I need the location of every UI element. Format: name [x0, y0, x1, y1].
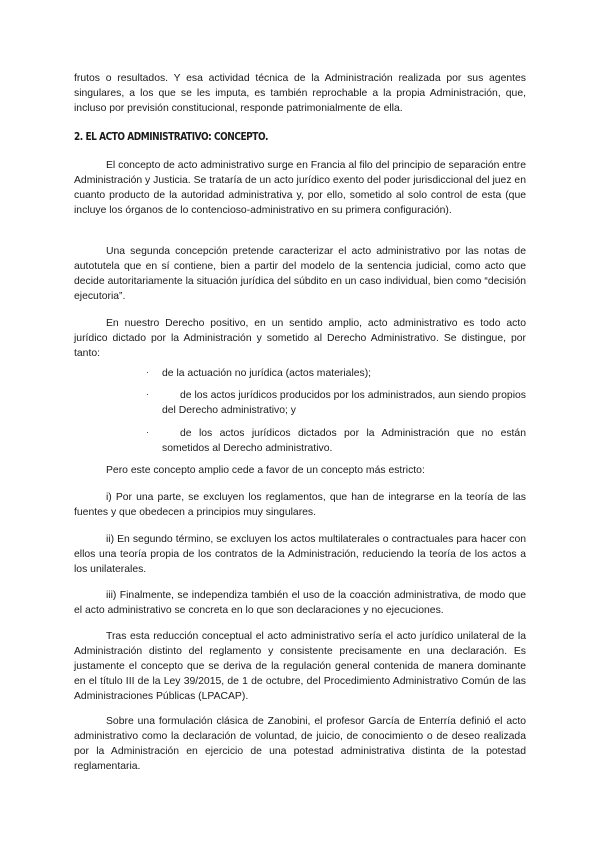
paragraph-exclusion-regulations: i) Por una parte, se excluyen los reglamentos, que han de integrarse en la teoría de las fuentes y que obedecen a principios muy singulares. [74, 492, 526, 518]
paragraph-zanobini: Sobre una formulación clásica de Zanobini, el profesor García de Enterría definió el acto administrativo como la declaración de voluntad, de juicio, de conocimiento o de deseo realizada por la Administración en ejercicio de una potestad administrativa distinta de la potestad reglamentaria. [74, 716, 526, 772]
bullet-marker: · [146, 389, 149, 399]
paragraph-strict-concept: Pero este concepto amplio cede a favor de un concepto más estricto: [106, 465, 425, 476]
list-item-text: de la actuación no jurídica (actos materiales); [162, 368, 372, 379]
paragraph-positive-law: En nuestro Derecho positivo, en un sentido amplio, acto administrativo es todo acto jurídico dictado por la Administración y sometido al Derecho Administrativo. Se distingue, por tanto: [74, 318, 526, 359]
bullet-marker: · [146, 367, 149, 377]
intro-paragraph: frutos o resultados. Y esa actividad técnica de la Administración realizada por sus agentes singulares, a los que se les imputa, es también reprochable a la propia Administración, que, incluso por previsión constitucional, responde patrimonialmente de ella. [74, 73, 526, 114]
paragraph-origin-france: El concepto de acto administrativo surge en Francia al filo del principio de separación entre Administración y Justicia. Se trataría de un acto jurídico exento del poder jurisdiccional del juez en cuanto producto de la autoridad administrativa y, por ello, sometido al solo control de esta (que incluye los órganos de lo contencioso-administrativo en su primera configuración). [74, 160, 526, 216]
paragraph-exclusion-contracts: ii) En segundo término, se excluyen los actos multilaterales o contractuales para hacer con ellos una teoría propia de los contratos de la Administración, reduciendo la teoría de los actos a los unilaterales. [74, 534, 526, 575]
paragraph-coercion: iii) Finalmente, se independiza también el uso de la coacción administrativa, de modo que el acto administrativo se concreta en lo que son declaraciones y no ejecuciones. [74, 590, 526, 616]
list-item-text: de los actos jurídicos dictados por la Administración que no están sometidos al Derecho administrativo. [162, 428, 526, 454]
bullet-marker: · [146, 427, 149, 437]
list-item-text: de los actos jurídicos producidos por los administrados, aun siendo propios del Derecho administrativo; y [162, 390, 526, 416]
section-heading: 2. EL ACTO ADMINISTRATIVO: CONCEPTO. [74, 132, 268, 143]
paragraph-second-conception: Una segunda concepción pretende caracterizar el acto administrativo por las notas de autotutela que en sí contiene, bien a partir del modelo de la sentencia judicial, como acto que decide autoritariamente la situación jurídica del súbdito en un caso individual, bien como “decisión ejecutoria”. [74, 246, 526, 302]
paragraph-reduction: Tras esta reducción conceptual el acto administrativo sería el acto jurídico unilateral de la Administración distinto del reglamento y consistente precisamente en una declaración. Es justamente el concepto que se deriva de la regulación general contenida de manera dominante en el título III de la Ley 39/2015, de 1 de octubre, del Procedimiento Administrativo Común de las Administraciones Públicas (LPACAP). [74, 631, 526, 702]
